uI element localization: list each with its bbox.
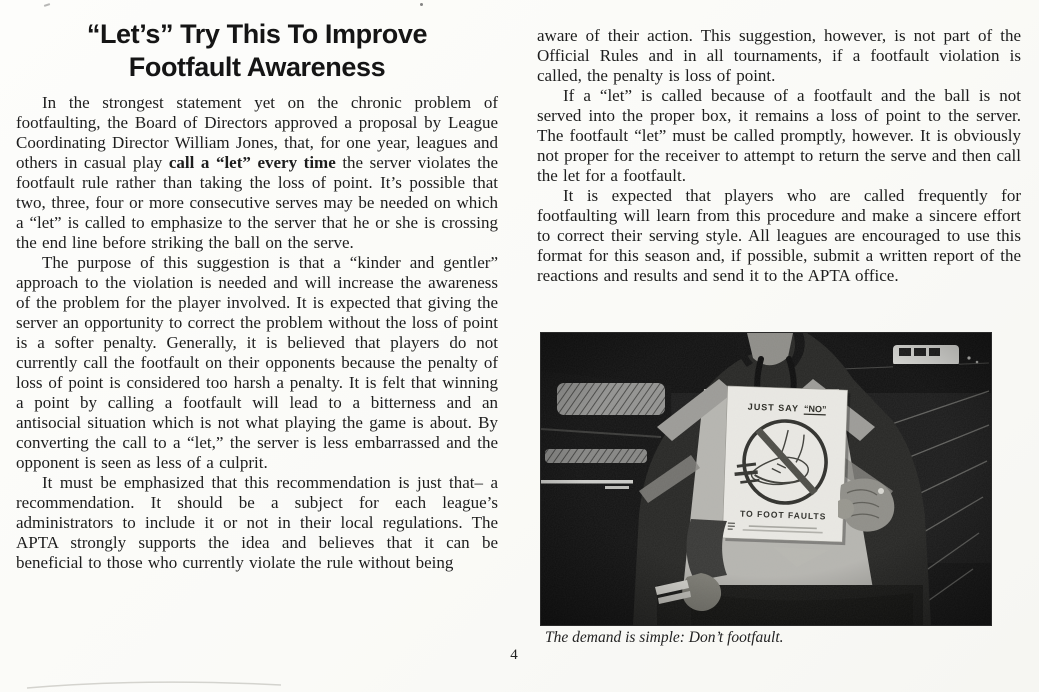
paragraph-1-bold-phrase: call a “let” every time — [168, 153, 336, 172]
page-number: 4 — [510, 647, 518, 663]
left-column — [16, 18, 498, 573]
paragraph-3-continued: aware of their action. This suggestion, however, is not part of the Official Rules and in all tournaments, if a footfault violation is called, the penalty is loss of point. — [537, 26, 1021, 85]
paragraph-2: The purpose of this suggestion is that a “kinder and gentler” approach to the violation is needed and will increase the awareness of the problem for the player involved. It is expected that giving the server an opportunity to correct the problem without the loss of point is a softer penalty. Generally, it is believed that players do not currently call the footfault on their opponents because the penalty of loss of point is considered too harsh a penalty. It is felt that winning a point by calling a footfault will lead to a bitterness and an antisocial situation which is not what playing the game is about. By converting the call to a “let,” the server is less embarrassed and the opponent is seen as less of a culprit. — [16, 253, 498, 472]
paragraph-1-text-cont: the server violates the footfault rule rather than taking the loss of point. It’s possible that two, three, four or more consecutive serves may be needed on which a “let” is called to emphasize to the server that he or she is crossing the end line before striking the ball on the serve. — [16, 153, 499, 252]
right-column — [537, 26, 1021, 286]
title-line-1: “Let’s” Try This To Improve — [86, 19, 428, 49]
paragraph-1 — [16, 93, 498, 253]
scan-speck — [44, 3, 50, 7]
left-column-body — [16, 93, 498, 573]
right-column-body — [537, 26, 1021, 286]
photo-footfault-sign — [541, 333, 991, 625]
paragraph-5: It is expected that players who are called frequently for footfaulting will learn from this procedure and make a sincere effort to correct their serving style. All leagues are encouraged to use this format for this season and, if possible, submit a written report of the reactions and results and send it to the APTA office. — [537, 186, 1021, 285]
paragraph-4: If a “let” is called because of a footfault and the ball is not served into the proper box, it remains a loss of point to the server. The footfault “let” must be called promptly, however. It is obviously not proper for the receiver to attempt to return the serve and then call the let for a footfault. — [537, 86, 1021, 185]
title-line-2: Footfault Awareness — [128, 52, 386, 82]
paragraph-3: It must be emphasized that this recommendation is just that– a recommendation. It should be a subject for each league’s administrators to include it or not in their local regulations. The APTA strongly supports the idea and believes that it can be beneficial to those who currently violate the rule without being — [16, 473, 498, 572]
scan-speck — [420, 3, 423, 6]
article-title — [26, 18, 488, 84]
photo-illustration — [541, 333, 991, 625]
photo-caption: The demand is simple: Don’t footfault. — [545, 629, 784, 646]
scan-curve-artifact — [25, 676, 285, 690]
paragraph-1-text: In the strongest statement yet on the chronic problem of footfaulting, the Board of Directors approved a proposal by League Coordinating Director William Jones, that, for one year, leagues and others in casual play — [16, 93, 498, 172]
